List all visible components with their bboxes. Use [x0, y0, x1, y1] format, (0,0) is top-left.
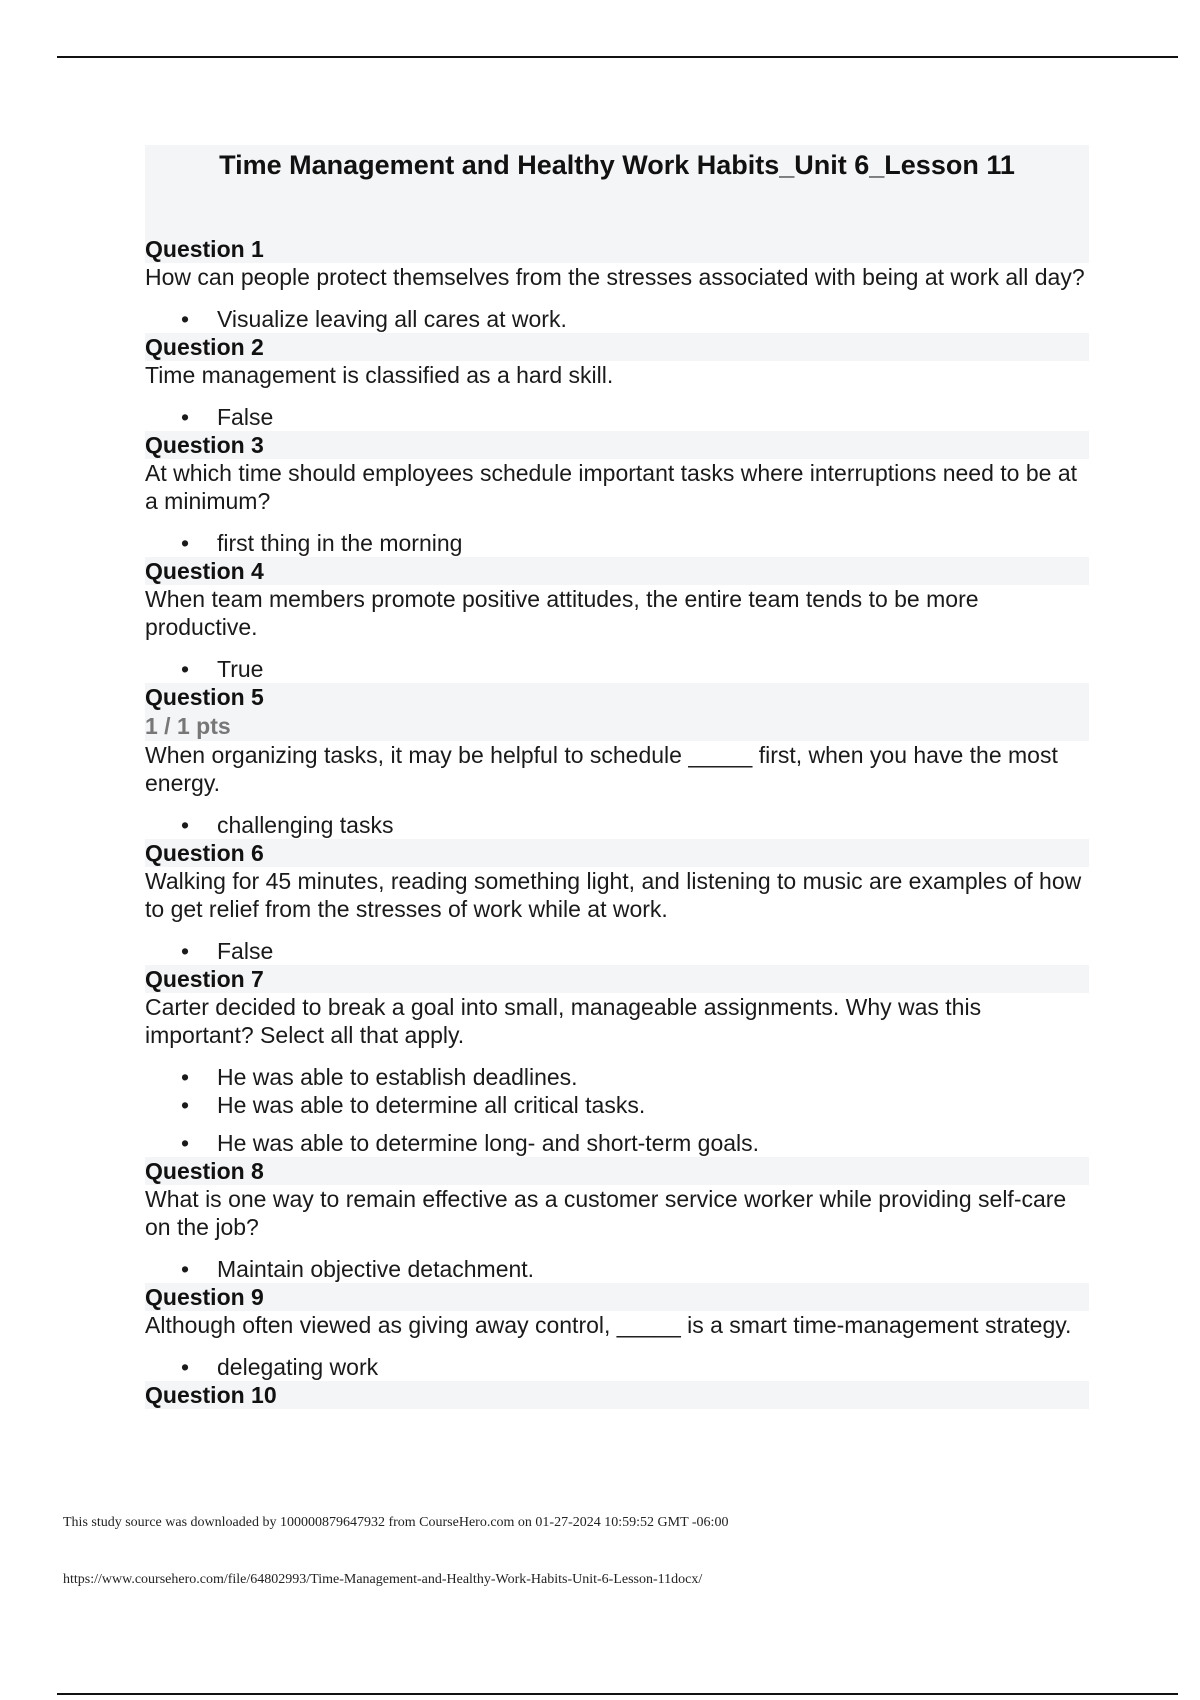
question-label: Question 9: [145, 1283, 1089, 1311]
question-10: [145, 1381, 1089, 1409]
bullet-icon: •: [181, 656, 190, 682]
question-label: Question 5: [145, 683, 1089, 711]
answer-item: [145, 1353, 1089, 1381]
answer-text: first thing in the morning: [217, 530, 463, 556]
answer-list: [145, 1255, 1089, 1283]
answer-item: [145, 529, 1089, 557]
answer-item: [145, 655, 1089, 683]
answer-list: [145, 811, 1089, 839]
bottom-divider: [57, 1693, 1178, 1695]
answer-text: delegating work: [217, 1354, 379, 1380]
question-points: 1 / 1 pts: [145, 711, 1089, 741]
bullet-icon: •: [181, 1064, 190, 1090]
answer-list: [145, 529, 1089, 557]
question-text: Walking for 45 minutes, reading something light, and listening to music are examples of how to get relief from the stresses of work while at work.: [145, 868, 1082, 922]
question-1: [145, 235, 1089, 333]
question-text: Carter decided to break a goal into small, manageable assignments. Why was this important? Select all that apply.: [145, 994, 982, 1048]
answer-item: [145, 811, 1089, 839]
question-label: Question 3: [145, 431, 1089, 459]
answer-text: False: [217, 404, 274, 430]
answer-list: [145, 937, 1089, 965]
question-text: When team members promote positive attitudes, the entire team tends to be more productive.: [145, 586, 979, 640]
question-text: Although often viewed as giving away control, _____ is a smart time-management strategy.: [145, 1312, 1072, 1338]
answer-text: challenging tasks: [217, 812, 394, 838]
answer-item: [145, 1255, 1089, 1283]
question-text: Time management is classified as a hard skill.: [145, 362, 614, 388]
title-band: [145, 145, 1089, 235]
answer-item: [145, 1063, 1089, 1091]
answer-list: [145, 1063, 1089, 1157]
question-8: [145, 1157, 1089, 1283]
question-6: [145, 839, 1089, 965]
answer-text: Visualize leaving all cares at work.: [217, 306, 567, 332]
question-label: Question 8: [145, 1157, 1089, 1185]
question-3: [145, 431, 1089, 557]
question-label: Question 7: [145, 965, 1089, 993]
top-divider: [57, 56, 1178, 58]
answer-item: [145, 1091, 1089, 1119]
question-label: Question 1: [145, 235, 1089, 263]
question-label: Question 4: [145, 557, 1089, 585]
answer-text: Maintain objective detachment.: [217, 1256, 535, 1282]
question-9: [145, 1283, 1089, 1381]
bullet-icon: •: [181, 1130, 190, 1156]
bullet-icon: •: [181, 1354, 190, 1380]
answer-item: [145, 1129, 1089, 1157]
bullet-icon: •: [181, 530, 190, 556]
source-url: https://www.coursehero.com/file/64802993/Time-Management-and-Healthy-Work-Habits-Unit-6-Lesson-11docx/: [63, 1572, 703, 1587]
question-text: How can people protect themselves from the stresses associated with being at work all day?: [145, 264, 1085, 290]
answer-list: [145, 305, 1089, 333]
question-5: [145, 683, 1089, 839]
answer-item: [145, 403, 1089, 431]
question-text: At which time should employees schedule important tasks where interruptions need to be at a minimum?: [145, 460, 1078, 514]
question-label: Question 10: [145, 1381, 1089, 1409]
answer-item: [145, 305, 1089, 333]
answer-text: False: [217, 938, 274, 964]
question-2: [145, 333, 1089, 431]
bullet-icon: •: [181, 938, 190, 964]
answer-text: True: [217, 656, 264, 682]
question-7: [145, 965, 1089, 1157]
download-source-note: This study source was downloaded by 100000879647932 from CourseHero.com on 01-27-2024 10:59:52 GMT -06:00: [63, 1515, 729, 1530]
answer-text: He was able to determine long- and short-term goals.: [217, 1130, 760, 1156]
question-text: What is one way to remain effective as a customer service worker while providing self-care on the job?: [145, 1186, 1067, 1240]
bullet-icon: •: [181, 812, 190, 838]
answer-list: [145, 403, 1089, 431]
answer-text: He was able to determine all critical tasks.: [217, 1092, 646, 1118]
question-label: Question 2: [145, 333, 1089, 361]
quiz-content: [145, 145, 1089, 1409]
answer-list: [145, 1353, 1089, 1381]
answer-item: [145, 937, 1089, 965]
question-4: [145, 557, 1089, 683]
answer-list: [145, 655, 1089, 683]
question-label: Question 6: [145, 839, 1089, 867]
bullet-icon: •: [181, 404, 190, 430]
answer-text: He was able to establish deadlines.: [217, 1064, 578, 1090]
question-text: When organizing tasks, it may be helpful to schedule _____ first, when you have the most energy.: [145, 742, 1058, 796]
bullet-icon: •: [181, 1092, 190, 1118]
bullet-icon: •: [181, 1256, 190, 1282]
document-title: Time Management and Healthy Work Habits_Unit 6_Lesson 11: [219, 150, 1015, 180]
bullet-icon: •: [181, 306, 190, 332]
